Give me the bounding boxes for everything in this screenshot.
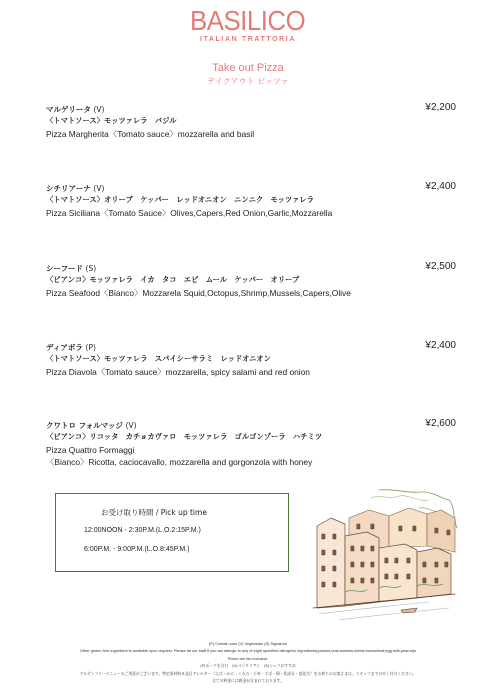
item-name: クワトロ フォルマッジ [46,421,123,430]
pickup-lunch-hours: 12:00NOON - 2:30P.M.(L.O.2:15P.M.) [84,527,201,534]
item-tag: (V) [93,105,105,114]
item-jp-name [46,263,456,274]
footer-legend-jp: (P)ポークを含む (V)ベジタリアン (S)シェフおすすめ [200,663,296,669]
pickup-title: お受け取り時間 / Pick up time [101,508,207,517]
item-name: ディアボラ [46,343,83,352]
item-name: シチリアーナ [46,184,91,193]
item-en-desc: Pizza Seafood〈Bianco〉Mozzarela Squid,Octopus,Shrimp,Mussels,Capers,Olive [46,288,351,298]
item-en-desc: Pizza Margherita〈Tomato sauce〉mozzarella and basil [46,129,255,139]
item-name: シーフード [46,264,83,273]
footer-tax-en: Prices are tax inclusive. [227,655,269,661]
item-price: ¥2,400 [425,181,456,192]
logo-name: BASILICO [190,5,306,36]
item-jp-name [46,420,456,431]
item-jp-desc: 〈トマトソース〉オリーブ ケッパー レッドオニオン ニンニク モッツァレラ [46,195,315,204]
footer-notes [0,640,496,684]
footer-legend: (P) Contain pork (V) Vegetarian (S) Signature [208,641,288,646]
item-tag: (P) [85,343,96,352]
item-price: ¥2,200 [425,102,456,113]
item-jp-name [46,104,456,115]
page-heading [0,61,496,87]
logo-subtitle: ITALIAN TRATTORIA [199,36,297,43]
pickup-time-box [55,493,289,572]
footer-tax-jp: 全ての料金には税金が含まれております。 [212,678,284,684]
item-jp-desc: 〈ビアンコ〉モッツァレラ イカ タコ エビ ムール ケッパー オリーブ [46,275,300,284]
item-name: マルゲリータ [46,105,91,114]
item-jp-desc: 〈トマトソース〉モッツァレラ スパイシーサラミ レッドオニオン [46,354,271,363]
heading-japanese: テイクアウト ピッツァ [207,77,289,86]
footer-allergy-jp: グルテンフリーメニューのご用意がございます。特定原材料８品目アレルギー（えび・かに・くるみ・小麦・そば・卵・乳成分・落花生）をお持ちのお客さまは、スタッフまでお申し付けください。 [79,670,417,676]
menu-item-margherita [46,104,456,140]
pickup-dinner-hours: 6:00P.M. - 9:00P.M.(L.O.8:45P.M.) [84,546,190,553]
item-jp-name [46,183,456,194]
item-jp-name [46,342,456,353]
village-illustration [309,488,459,626]
heading-english: Take out Pizza [212,62,284,74]
item-tag: (S) [85,264,97,273]
item-tag: (V) [93,184,105,193]
item-en-desc: Pizza Diavola〈Tomato sauce〉mozzarella, spicy salami and red onion [46,367,310,377]
menu-item-quattro-formaggi [46,420,456,468]
menu-item-siciliana [46,183,456,219]
item-price: ¥2,400 [425,340,456,351]
footer-allergy-en: Other gluten-free ingredient is available upon request. Please let our staff if you are allergic to any of eight specified allergenic ingredients(prawns,crab,walnuts,wheat,buckwheat,egg,milk,peanut)s [79,648,416,654]
item-tag: (V) [125,421,137,430]
item-price: ¥2,600 [425,418,456,429]
item-en-desc: Pizza Quattro Formaggi [46,445,135,455]
item-en-desc-2: 〈Bianco〉Ricotta, caciocavallo, mozzarella and gorgonzola with honey [46,457,313,467]
menu-item-seafood [46,263,456,299]
item-en-desc: Pizza Siciliana〈Tomato Sauce〉Olives,Capers,Red Onion,Garlic,Mozzarella [46,208,333,218]
item-jp-desc: 〈ビアンコ〉リコッタ カチョカヴァロ モッツァレラ ゴルゴンゾーラ ハチミツ [46,432,323,441]
item-jp-desc: 〈トマトソース〉モッツァレラ バジル [46,116,177,125]
menu-item-diavola [46,342,456,378]
item-price: ¥2,500 [425,261,456,272]
restaurant-logo [0,6,496,44]
